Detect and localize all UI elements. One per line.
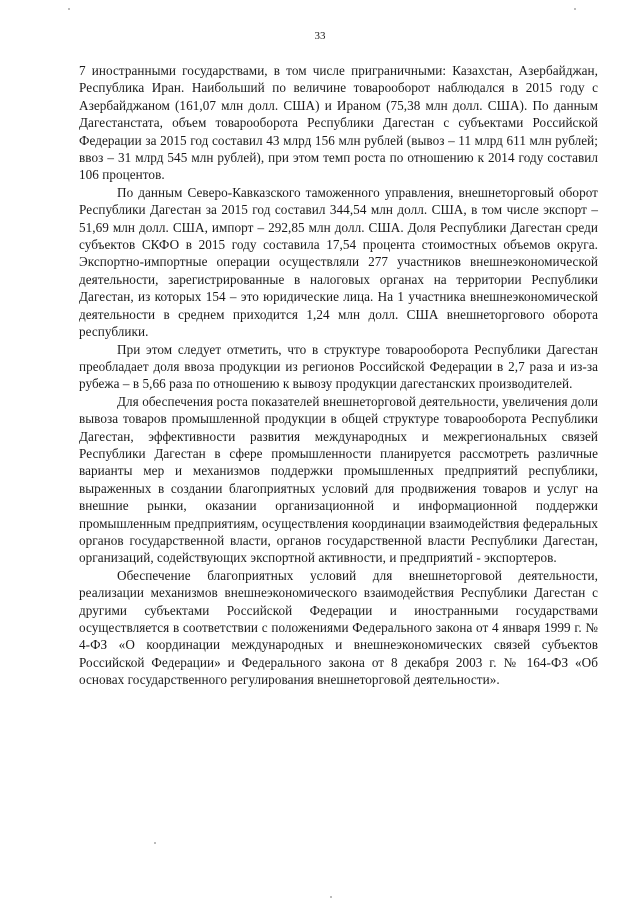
scan-speck [574, 8, 576, 10]
document-body [79, 62, 598, 689]
paragraph-trade-partners: 7 иностранными государствами, в том числе приграничными: Казахстан, Азербайджан, Республика Иран. Наибольший по величине товарооборот наблюдался в 2015 году с Азербайджаном (161,07 млн долл. США) и Ираном (75,38 млн долл. США). По данным Дагестанстата, объем товарооборота Республики Дагестан с субъектами Российской Федерации за 2015 год составил 43 млрд 156 млн рублей (вывоз – 11 млрд 611 млн рублей; ввоз – 31 млрд 545 млн рублей), при этом темп роста по отношению к 2014 году составил 106 процентов. [79, 63, 598, 183]
paragraph-legal-basis: Обеспечение благоприятных условий для внешнеторговой деятельности, реализации механизмов внешнеэкономического взаимодействия Республики Дагестан с другими субъектами Российской Федерации и иностранными государствами осуществляется в соответствии с положениями Федерального закона от 4 января 1999 г. № 4-ФЗ «О координации международных и внешнеэкономических связей субъектов Российской Федерации» и Федерального закона от 8 декабря 2003 г. № 164-ФЗ «Об основах государственного регулирования внешнеторговой деятельности». [79, 567, 598, 688]
page-number: 33 [314, 30, 326, 42]
paragraph-customs-data: По данным Северо-Кавказского таможенного управления, внешнеторговый оборот Республики Дагестан за 2015 год составил 344,54 млн долл. США, в том числе экспорт – 51,69 млн долл. США, импорт – 292,85 млн долл. США. Доля Республики Дагестан среди субъектов СКФО в 2015 году составила 17,54 процента стоимостных объемов округа. Экспортно-импортные операции осуществляли 277 участников внешнеэкономической деятельности, зарегистрированные в налоговых органах на территории Республики Дагестан, из которых 154 – это юридические лица. На 1 участника внешнеэкономической деятельности в среднем приходится 1,24 млн долл. США внешнеторгового оборота республики. [79, 184, 598, 340]
scan-speck [330, 896, 332, 898]
scan-speck [154, 842, 156, 844]
paragraph-support-measures: Для обеспечения роста показателей внешнеторговой деятельности, увеличения доли вывоза товаров промышленной продукции в общей структуре товарооборота Республики Дагестан, эффективности развития международных и межрегиональных связей Республики Дагестан в сфере промышленности планируется рассмотреть различные варианты мер и механизмов поддержки промышленных предприятий республики, выраженных в создании благоприятных условий для продвижения товаров и услуг на внешние рынки, оказании организационной и информационной поддержки промышленным предприятиям, осуществления координации взаимодействия федеральных органов государственной власти, органов государственной власти Республики Дагестан, организаций, содействующих экспортной активности, и предприятий - экспортеров. [79, 393, 598, 566]
paragraph-trade-structure: При этом следует отметить, что в структуре товарооборота Республики Дагестан преобладает доля ввоза продукции из регионов Российской Федерации в 2,7 раза и из-за рубежа – в 5,66 раза по отношению к вывозу продукции дагестанских производителей. [79, 341, 598, 392]
scan-speck [68, 8, 70, 10]
